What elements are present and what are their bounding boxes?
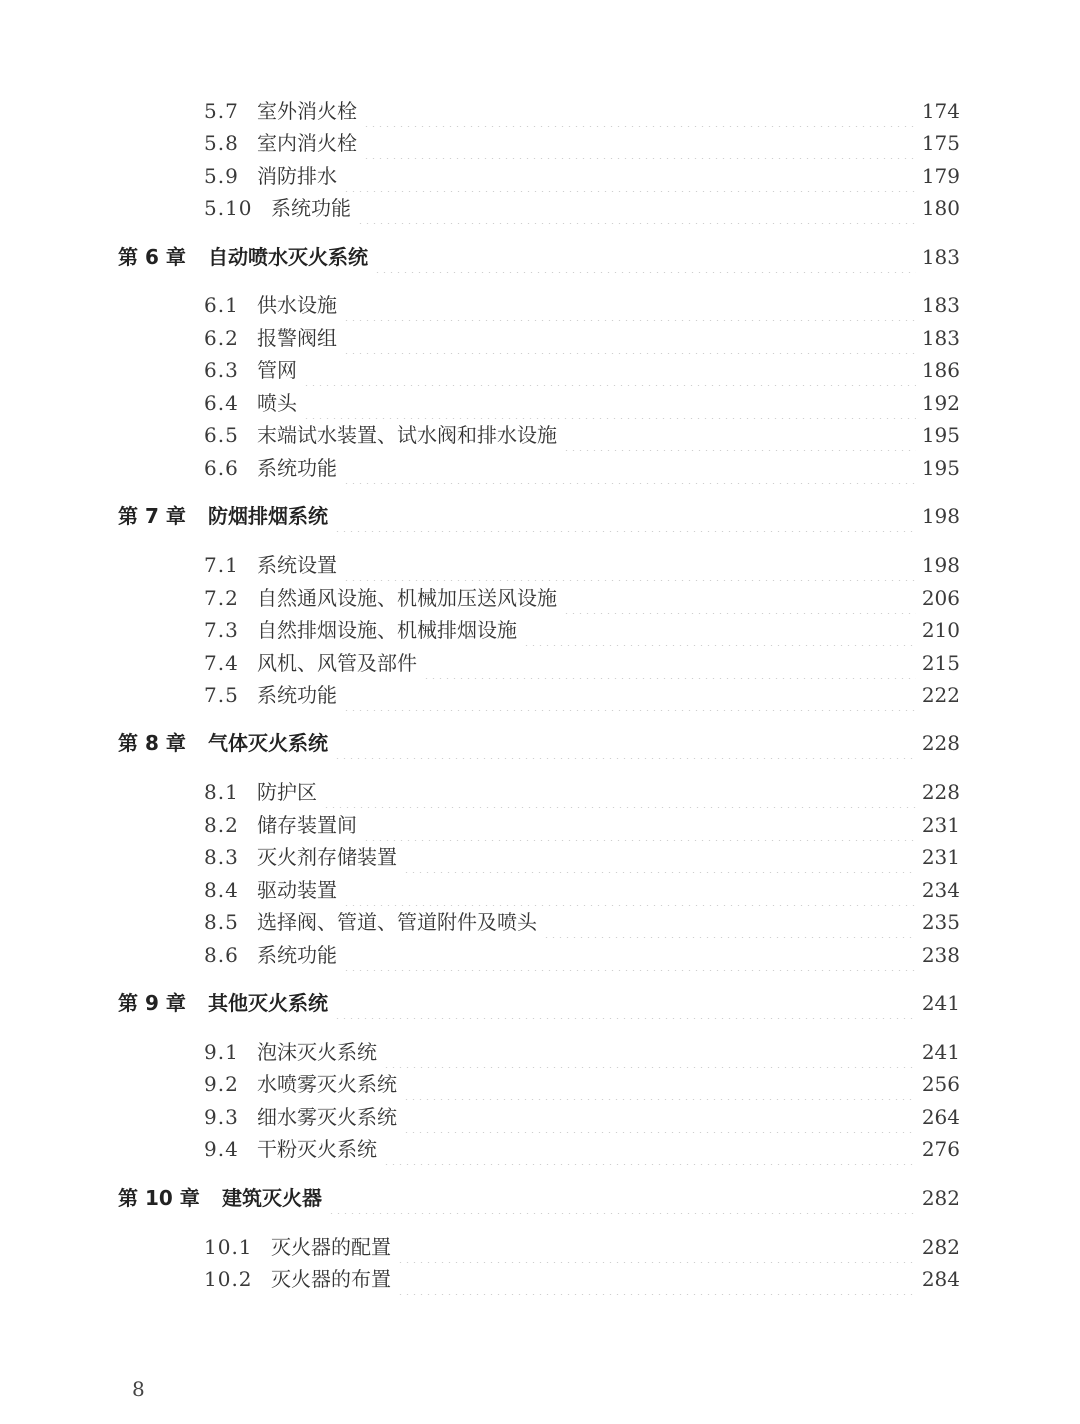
toc-page-number: 192 (916, 387, 960, 419)
toc-entry-number: 7.5 (204, 683, 239, 707)
dot-leader (328, 1182, 916, 1214)
toc-entry-number: 7.2 (204, 586, 239, 610)
toc-entry-number: 8.1 (204, 780, 239, 804)
toc-section-row[interactable] (0, 1133, 1080, 1165)
toc-entry-number: 10.2 (204, 1267, 253, 1291)
toc-entry-number: 7.1 (204, 553, 239, 577)
toc-section-row[interactable] (0, 939, 1080, 971)
dot-leader (403, 1101, 916, 1133)
toc-entry-title: 泡沫灭火系统 (257, 1036, 383, 1068)
toc-page-number: 183 (916, 322, 960, 354)
toc-entry-title: 自然排烟设施、机械排烟设施 (257, 614, 523, 646)
toc-entry-number: 第 7 章 (118, 504, 186, 528)
dot-leader (363, 95, 916, 127)
toc-section-row[interactable] (0, 1101, 1080, 1133)
dot-leader (343, 322, 916, 354)
toc-entry-title: 防护区 (257, 776, 323, 808)
toc-entry-number: 第 10 章 (118, 1186, 200, 1210)
toc-page-number: 195 (916, 419, 960, 451)
toc-chapter-row[interactable] (0, 727, 1080, 759)
toc-section-row[interactable] (0, 679, 1080, 711)
toc-page-number: 206 (916, 582, 960, 614)
dot-leader (374, 241, 916, 273)
toc-entry-title: 系统功能 (271, 192, 357, 224)
toc-entry-number: 8.2 (204, 813, 239, 837)
toc-page-number: 222 (916, 679, 960, 711)
toc-page-number: 175 (916, 127, 960, 159)
dot-leader (423, 647, 916, 679)
toc-section-row[interactable] (0, 452, 1080, 484)
toc-section-row[interactable] (0, 1036, 1080, 1068)
toc-entry-title: 报警阀组 (257, 322, 343, 354)
dot-leader (343, 939, 916, 971)
dot-leader (303, 387, 916, 419)
toc-entry-number: 6.6 (204, 456, 239, 480)
toc-section-row[interactable] (0, 614, 1080, 646)
dot-leader (343, 874, 916, 906)
toc-entry-title: 末端试水装置、试水阀和排水设施 (257, 419, 563, 451)
toc-page-number: 210 (916, 614, 960, 646)
toc-entry-number: 5.8 (204, 131, 239, 155)
toc-entry-number: 9.1 (204, 1040, 239, 1064)
toc-entry-number: 8.4 (204, 878, 239, 902)
toc-entry-number: 第 8 章 (118, 731, 186, 755)
toc-entry-title: 驱动装置 (257, 874, 343, 906)
page-number: 8 (132, 1377, 145, 1401)
toc-page-number: 195 (916, 452, 960, 484)
toc-chapter-row[interactable] (0, 1182, 1080, 1214)
toc-section-row[interactable] (0, 776, 1080, 808)
toc-entry-title: 系统功能 (257, 939, 343, 971)
toc-entry-number: 7.4 (204, 651, 239, 675)
dot-leader (357, 192, 916, 224)
toc-entry-title: 储存装置间 (257, 809, 363, 841)
toc-entry-title: 消防排水 (257, 160, 343, 192)
dot-leader (543, 906, 916, 938)
toc-entry-number: 5.10 (204, 196, 253, 220)
dot-leader (343, 160, 916, 192)
toc-entry-title: 灭火剂存储装置 (257, 841, 403, 873)
toc-section-row[interactable] (0, 582, 1080, 614)
toc-entry-title: 灭火器的配置 (271, 1231, 397, 1263)
toc-section-row[interactable] (0, 419, 1080, 451)
toc-section-row[interactable] (0, 841, 1080, 873)
dot-leader (363, 809, 916, 841)
toc-entry-title: 气体灭火系统 (208, 727, 334, 759)
toc-page-number: 183 (916, 241, 960, 273)
dot-leader (343, 679, 916, 711)
toc-entry-title: 室外消火栓 (257, 95, 363, 127)
toc-entry-title: 选择阀、管道、管道附件及喷头 (257, 906, 543, 938)
toc-entry-number: 5.7 (204, 99, 239, 123)
toc-section-row[interactable] (0, 289, 1080, 321)
toc-entry-title: 管网 (257, 354, 303, 386)
dot-leader (334, 727, 916, 759)
dot-leader (563, 582, 916, 614)
toc-page-number: 179 (916, 160, 960, 192)
toc-entry-title: 水喷雾灭火系统 (257, 1068, 403, 1100)
toc-entry-title: 系统功能 (257, 679, 343, 711)
toc-section-row[interactable] (0, 322, 1080, 354)
toc-page-number: 183 (916, 289, 960, 321)
dot-leader (403, 841, 916, 873)
toc-page-number: 282 (916, 1182, 960, 1214)
toc-entry-number: 6.1 (204, 293, 239, 317)
toc-section-row[interactable] (0, 160, 1080, 192)
toc-section-row[interactable] (0, 1263, 1080, 1295)
toc-page-number: 215 (916, 647, 960, 679)
toc-section-row[interactable] (0, 549, 1080, 581)
toc-page-number: 276 (916, 1133, 960, 1165)
toc-entry-number: 7.3 (204, 618, 239, 642)
toc-page-number: 228 (916, 727, 960, 759)
dot-leader (343, 549, 916, 581)
toc-page-number: 228 (916, 776, 960, 808)
toc-section-row[interactable] (0, 387, 1080, 419)
toc-page-number: 198 (916, 549, 960, 581)
toc-page-number: 284 (916, 1263, 960, 1295)
toc-entry-title: 干粉灭火系统 (257, 1133, 383, 1165)
toc-section-row[interactable] (0, 874, 1080, 906)
toc-entry-title: 系统设置 (257, 549, 343, 581)
toc-entry-title: 细水雾灭火系统 (257, 1101, 403, 1133)
toc-section-row[interactable] (0, 1068, 1080, 1100)
toc-entry-number: 8.3 (204, 845, 239, 869)
toc-entry-title: 自动喷水灭火系统 (208, 241, 374, 273)
dot-leader (523, 614, 916, 646)
toc-page-number: 282 (916, 1231, 960, 1263)
toc-section-row[interactable] (0, 192, 1080, 224)
dot-leader (563, 419, 916, 451)
toc-entry-number: 8.6 (204, 943, 239, 967)
dot-leader (403, 1068, 916, 1100)
toc-section-row[interactable] (0, 647, 1080, 679)
toc-page-number: 235 (916, 906, 960, 938)
dot-leader (363, 127, 916, 159)
toc-entry-number: 10.1 (204, 1235, 253, 1259)
toc-section-row[interactable] (0, 809, 1080, 841)
toc-page-number: 234 (916, 874, 960, 906)
toc-page-number: 198 (916, 500, 960, 532)
toc-page-number: 241 (916, 987, 960, 1019)
toc-entry-number: 6.4 (204, 391, 239, 415)
dot-leader (334, 500, 916, 532)
toc-entry-number: 第 6 章 (118, 245, 186, 269)
toc-entry-title: 供水设施 (257, 289, 343, 321)
toc-entry-title: 系统功能 (257, 452, 343, 484)
toc-entry-title: 喷头 (257, 387, 303, 419)
toc-chapter-row[interactable] (0, 500, 1080, 532)
toc-entry-number: 8.5 (204, 910, 239, 934)
dot-leader (303, 354, 916, 386)
dot-leader (383, 1036, 916, 1068)
dot-leader (323, 776, 916, 808)
toc-page-number: 186 (916, 354, 960, 386)
dot-leader (334, 987, 916, 1019)
toc-entry-title: 建筑灭火器 (222, 1182, 328, 1214)
toc-page-number: 174 (916, 95, 960, 127)
toc-section-row[interactable] (0, 95, 1080, 127)
toc-section-row[interactable] (0, 1231, 1080, 1263)
toc-entry-number: 9.4 (204, 1137, 239, 1161)
toc-entry-number: 第 9 章 (118, 991, 186, 1015)
toc-page-number: 231 (916, 841, 960, 873)
toc-page-number: 256 (916, 1068, 960, 1100)
toc-entry-number: 6.2 (204, 326, 239, 350)
toc-entry-title: 室内消火栓 (257, 127, 363, 159)
toc-section-row[interactable] (0, 906, 1080, 938)
toc-page-number: 264 (916, 1101, 960, 1133)
toc-page-number: 231 (916, 809, 960, 841)
dot-leader (343, 289, 916, 321)
toc-entry-title: 防烟排烟系统 (208, 500, 334, 532)
toc-entry-title: 自然通风设施、机械加压送风设施 (257, 582, 563, 614)
dot-leader (343, 452, 916, 484)
toc-entry-title: 风机、风管及部件 (257, 647, 423, 679)
dot-leader (397, 1263, 916, 1295)
toc-entry-number: 5.9 (204, 164, 239, 188)
toc-page-number: 180 (916, 192, 960, 224)
toc-entry-title: 其他灭火系统 (208, 987, 334, 1019)
toc-chapter-row[interactable] (0, 987, 1080, 1019)
toc-chapter-row[interactable] (0, 241, 1080, 273)
toc-entry-number: 6.3 (204, 358, 239, 382)
toc-entry-number: 9.3 (204, 1105, 239, 1129)
toc-entry-number: 6.5 (204, 423, 239, 447)
toc-page-number: 241 (916, 1036, 960, 1068)
dot-leader (383, 1133, 916, 1165)
toc-entry-title: 灭火器的布置 (271, 1263, 397, 1295)
dot-leader (397, 1231, 916, 1263)
toc-page-number: 238 (916, 939, 960, 971)
toc-section-row[interactable] (0, 127, 1080, 159)
toc-section-row[interactable] (0, 354, 1080, 386)
toc-entry-number: 9.2 (204, 1072, 239, 1096)
